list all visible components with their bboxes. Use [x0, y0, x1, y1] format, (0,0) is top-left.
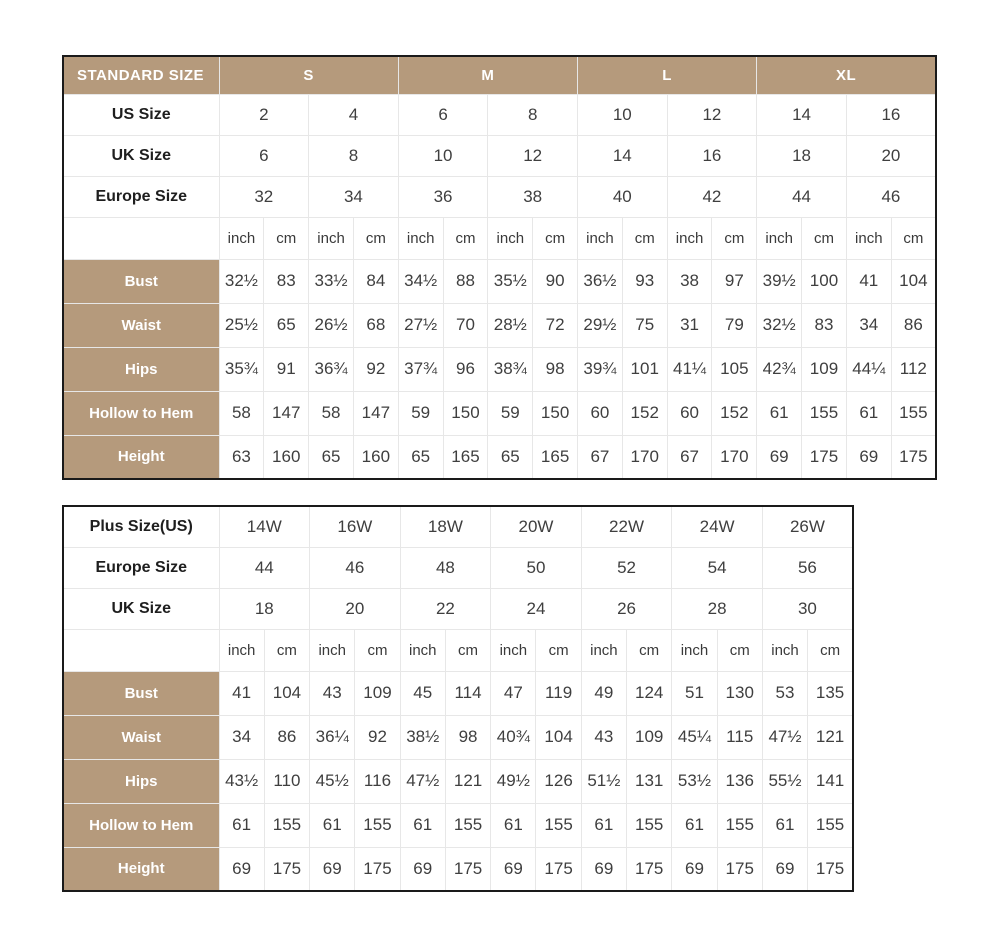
measure-cell: 109: [627, 715, 672, 759]
measure-cell: 83: [802, 303, 847, 347]
measure-cell: 61: [762, 803, 807, 847]
measure-cell: 65: [398, 435, 443, 479]
size-cell: 48: [400, 547, 491, 588]
measure-cell: 25½: [219, 303, 264, 347]
measure-cell: 43: [581, 715, 626, 759]
measure-cell: 47½: [762, 715, 807, 759]
measure-cell: 131: [627, 759, 672, 803]
measure-cell: 35¾: [219, 347, 264, 391]
row-label: Waist: [63, 303, 219, 347]
measure-cell: 97: [712, 259, 757, 303]
measure-cell: 39¾: [578, 347, 623, 391]
size-cell: 8: [309, 135, 399, 176]
measure-cell: 34: [846, 303, 891, 347]
measure-cell: 126: [536, 759, 581, 803]
row-label: Waist: [63, 715, 219, 759]
measure-cell: 155: [536, 803, 581, 847]
size-cell: 20: [310, 588, 401, 629]
measure-cell: 61: [672, 803, 717, 847]
row-label: Europe Size: [63, 547, 219, 588]
row-label: UK Size: [63, 135, 219, 176]
size-cell: 16W: [310, 506, 401, 547]
measure-cell: 100: [802, 259, 847, 303]
unit-cell-cm: cm: [533, 217, 578, 259]
row-label: Bust: [63, 671, 219, 715]
measure-cell: 61: [219, 803, 264, 847]
measure-cell: 104: [264, 671, 309, 715]
measure-cell: 155: [891, 391, 936, 435]
size-cell: 2: [219, 94, 309, 135]
measure-cell: 152: [622, 391, 667, 435]
measure-cell: 175: [355, 847, 400, 891]
unit-cell-cm: cm: [353, 217, 398, 259]
measure-cell: 155: [355, 803, 400, 847]
measure-cell: 69: [581, 847, 626, 891]
measure-cell: 45½: [310, 759, 355, 803]
measure-cell: 104: [891, 259, 936, 303]
size-cell: 14W: [219, 506, 310, 547]
unit-cell-inch: inch: [491, 629, 536, 671]
measure-cell: 41¼: [667, 347, 712, 391]
measure-cell: 51: [672, 671, 717, 715]
measure-cell: 49: [581, 671, 626, 715]
measure-cell: 96: [443, 347, 488, 391]
unit-cell-inch: inch: [310, 629, 355, 671]
measure-cell: 165: [443, 435, 488, 479]
measure-cell: 84: [353, 259, 398, 303]
size-cell: 16: [846, 94, 936, 135]
measure-cell: 45: [400, 671, 445, 715]
unit-cell-inch: inch: [398, 217, 443, 259]
measure-cell: 98: [445, 715, 490, 759]
measure-cell: 27½: [398, 303, 443, 347]
measure-cell: 88: [443, 259, 488, 303]
measure-cell: 65: [488, 435, 533, 479]
measure-cell: 61: [491, 803, 536, 847]
size-cell: 20: [846, 135, 936, 176]
measure-cell: 58: [309, 391, 354, 435]
measure-cell: 65: [264, 303, 309, 347]
measure-cell: 59: [398, 391, 443, 435]
unit-cell-cm: cm: [445, 629, 490, 671]
measure-cell: 36¼: [310, 715, 355, 759]
measure-cell: 61: [400, 803, 445, 847]
measure-cell: 70: [443, 303, 488, 347]
unit-cell-inch: inch: [219, 629, 264, 671]
measure-cell: 92: [353, 347, 398, 391]
size-cell: 38: [488, 176, 578, 217]
row-label: Height: [63, 435, 219, 479]
size-chart: [62, 55, 937, 892]
group-header-s: S: [219, 56, 398, 94]
row-label: Bust: [63, 259, 219, 303]
measure-cell: 47½: [400, 759, 445, 803]
unit-cell-inch: inch: [762, 629, 807, 671]
unit-cell-cm: cm: [355, 629, 400, 671]
measure-cell: 155: [802, 391, 847, 435]
measure-cell: 26½: [309, 303, 354, 347]
measure-cell: 69: [757, 435, 802, 479]
size-cell: 26: [581, 588, 672, 629]
measure-cell: 112: [891, 347, 936, 391]
size-cell: 16: [667, 135, 757, 176]
measure-cell: 61: [846, 391, 891, 435]
unit-cell-cm: cm: [717, 629, 762, 671]
unit-cell-inch: inch: [309, 217, 354, 259]
measure-cell: 104: [536, 715, 581, 759]
unit-cell-cm: cm: [891, 217, 936, 259]
measure-cell: 114: [445, 671, 490, 715]
size-cell: 6: [219, 135, 309, 176]
measure-cell: 69: [846, 435, 891, 479]
measure-cell: 141: [808, 759, 853, 803]
size-cell: 10: [398, 135, 488, 176]
measure-cell: 72: [533, 303, 578, 347]
measure-cell: 39½: [757, 259, 802, 303]
measure-cell: 36½: [578, 259, 623, 303]
measure-cell: 29½: [578, 303, 623, 347]
group-header-l: L: [578, 56, 757, 94]
measure-cell: 86: [264, 715, 309, 759]
measure-cell: 175: [808, 847, 853, 891]
measure-cell: 109: [802, 347, 847, 391]
measure-cell: 68: [353, 303, 398, 347]
measure-cell: 147: [264, 391, 309, 435]
measure-cell: 63: [219, 435, 264, 479]
measure-cell: 170: [712, 435, 757, 479]
measure-cell: 42¾: [757, 347, 802, 391]
measure-cell: 59: [488, 391, 533, 435]
plus-size-table: [62, 505, 854, 892]
measure-cell: 69: [491, 847, 536, 891]
size-cell: 10: [578, 94, 668, 135]
size-cell: 14: [757, 94, 847, 135]
measure-cell: 160: [353, 435, 398, 479]
measure-cell: 130: [717, 671, 762, 715]
measure-cell: 90: [533, 259, 578, 303]
measure-cell: 98: [533, 347, 578, 391]
row-label: Europe Size: [63, 176, 219, 217]
measure-cell: 175: [627, 847, 672, 891]
measure-cell: 147: [353, 391, 398, 435]
measure-cell: 175: [264, 847, 309, 891]
measure-cell: 58: [219, 391, 264, 435]
measure-cell: 44¼: [846, 347, 891, 391]
measure-cell: 35½: [488, 259, 533, 303]
measure-cell: 105: [712, 347, 757, 391]
measure-cell: 155: [264, 803, 309, 847]
size-cell: 40: [578, 176, 668, 217]
unit-cell-cm: cm: [264, 217, 309, 259]
size-cell: 18: [757, 135, 847, 176]
measure-cell: 32½: [219, 259, 264, 303]
measure-cell: 61: [757, 391, 802, 435]
measure-cell: 155: [445, 803, 490, 847]
unit-cell-inch: inch: [672, 629, 717, 671]
size-cell: 14: [578, 135, 668, 176]
measure-cell: 121: [808, 715, 853, 759]
row-label: Hips: [63, 347, 219, 391]
measure-cell: 34: [219, 715, 264, 759]
measure-cell: 67: [578, 435, 623, 479]
measure-cell: 41: [219, 671, 264, 715]
measure-cell: 55½: [762, 759, 807, 803]
measure-cell: 69: [400, 847, 445, 891]
size-cell: 34: [309, 176, 399, 217]
measure-cell: 121: [445, 759, 490, 803]
measure-cell: 28½: [488, 303, 533, 347]
measure-cell: 155: [627, 803, 672, 847]
measure-cell: 38½: [400, 715, 445, 759]
measure-cell: 69: [762, 847, 807, 891]
measure-cell: 175: [891, 435, 936, 479]
measure-cell: 51½: [581, 759, 626, 803]
measure-cell: 43½: [219, 759, 264, 803]
measure-cell: 60: [667, 391, 712, 435]
measure-cell: 101: [622, 347, 667, 391]
measure-cell: 165: [533, 435, 578, 479]
unit-cell-inch: inch: [578, 217, 623, 259]
measure-cell: 175: [445, 847, 490, 891]
measure-cell: 75: [622, 303, 667, 347]
unit-cell-inch: inch: [400, 629, 445, 671]
measure-cell: 61: [581, 803, 626, 847]
measure-cell: 61: [310, 803, 355, 847]
measure-cell: 160: [264, 435, 309, 479]
size-cell: 28: [672, 588, 763, 629]
unit-cell-cm: cm: [712, 217, 757, 259]
unit-cell-inch: inch: [581, 629, 626, 671]
unit-cell-cm: cm: [536, 629, 581, 671]
row-label: Hips: [63, 759, 219, 803]
measure-cell: 175: [717, 847, 762, 891]
unit-cell-inch: inch: [488, 217, 533, 259]
measure-cell: 60: [578, 391, 623, 435]
row-label: US Size: [63, 94, 219, 135]
unit-cell-cm: cm: [627, 629, 672, 671]
measure-cell: 116: [355, 759, 400, 803]
measure-cell: 37¾: [398, 347, 443, 391]
unit-cell-cm: cm: [802, 217, 847, 259]
measure-cell: 83: [264, 259, 309, 303]
unit-cell-inch: inch: [667, 217, 712, 259]
size-cell: 20W: [491, 506, 582, 547]
measure-cell: 34½: [398, 259, 443, 303]
size-cell: 30: [762, 588, 853, 629]
size-cell: 46: [310, 547, 401, 588]
measure-cell: 119: [536, 671, 581, 715]
measure-cell: 152: [712, 391, 757, 435]
size-cell: 46: [846, 176, 936, 217]
measure-cell: 38¾: [488, 347, 533, 391]
size-cell: 42: [667, 176, 757, 217]
unit-cell-inch: inch: [846, 217, 891, 259]
unit-cell-inch: inch: [219, 217, 264, 259]
row-label: Plus Size(US): [63, 506, 219, 547]
size-cell: 12: [667, 94, 757, 135]
measure-cell: 32½: [757, 303, 802, 347]
measure-cell: 38: [667, 259, 712, 303]
measure-cell: 150: [533, 391, 578, 435]
size-cell: 18W: [400, 506, 491, 547]
measure-cell: 67: [667, 435, 712, 479]
measure-cell: 109: [355, 671, 400, 715]
measure-cell: 150: [443, 391, 488, 435]
measure-cell: 110: [264, 759, 309, 803]
measure-cell: 79: [712, 303, 757, 347]
measure-cell: 47: [491, 671, 536, 715]
size-cell: 26W: [762, 506, 853, 547]
measure-cell: 43: [310, 671, 355, 715]
size-cell: 24: [491, 588, 582, 629]
measure-cell: 45¼: [672, 715, 717, 759]
size-cell: 54: [672, 547, 763, 588]
size-cell: 32: [219, 176, 309, 217]
measure-cell: 91: [264, 347, 309, 391]
table-title: STANDARD SIZE: [63, 56, 219, 94]
group-header-xl: XL: [757, 56, 936, 94]
measure-cell: 53½: [672, 759, 717, 803]
size-cell: 4: [309, 94, 399, 135]
measure-cell: 155: [808, 803, 853, 847]
size-cell: 22: [400, 588, 491, 629]
measure-cell: 155: [717, 803, 762, 847]
measure-cell: 41: [846, 259, 891, 303]
measure-cell: 124: [627, 671, 672, 715]
measure-cell: 49½: [491, 759, 536, 803]
unit-cell-cm: cm: [443, 217, 488, 259]
unit-row-label: [63, 629, 219, 671]
row-label: Height: [63, 847, 219, 891]
unit-cell-inch: inch: [757, 217, 802, 259]
unit-cell-cm: cm: [622, 217, 667, 259]
measure-cell: 175: [802, 435, 847, 479]
measure-cell: 170: [622, 435, 667, 479]
measure-cell: 36¾: [309, 347, 354, 391]
size-cell: 18: [219, 588, 310, 629]
unit-cell-cm: cm: [264, 629, 309, 671]
unit-row-label: [63, 217, 219, 259]
size-cell: 50: [491, 547, 582, 588]
measure-cell: 69: [219, 847, 264, 891]
measure-cell: 86: [891, 303, 936, 347]
measure-cell: 93: [622, 259, 667, 303]
measure-cell: 69: [672, 847, 717, 891]
measure-cell: 65: [309, 435, 354, 479]
size-cell: 24W: [672, 506, 763, 547]
measure-cell: 40¾: [491, 715, 536, 759]
measure-cell: 33½: [309, 259, 354, 303]
size-cell: 52: [581, 547, 672, 588]
standard-size-table: [62, 55, 937, 480]
size-cell: 56: [762, 547, 853, 588]
size-cell: 36: [398, 176, 488, 217]
row-label: UK Size: [63, 588, 219, 629]
measure-cell: 115: [717, 715, 762, 759]
measure-cell: 53: [762, 671, 807, 715]
measure-cell: 136: [717, 759, 762, 803]
size-cell: 44: [757, 176, 847, 217]
row-label: Hollow to Hem: [63, 803, 219, 847]
group-header-m: M: [398, 56, 577, 94]
size-cell: 6: [398, 94, 488, 135]
row-label: Hollow to Hem: [63, 391, 219, 435]
unit-cell-cm: cm: [808, 629, 853, 671]
measure-cell: 69: [310, 847, 355, 891]
measure-cell: 135: [808, 671, 853, 715]
measure-cell: 92: [355, 715, 400, 759]
size-cell: 12: [488, 135, 578, 176]
size-cell: 44: [219, 547, 310, 588]
measure-cell: 175: [536, 847, 581, 891]
size-cell: 8: [488, 94, 578, 135]
measure-cell: 31: [667, 303, 712, 347]
size-cell: 22W: [581, 506, 672, 547]
